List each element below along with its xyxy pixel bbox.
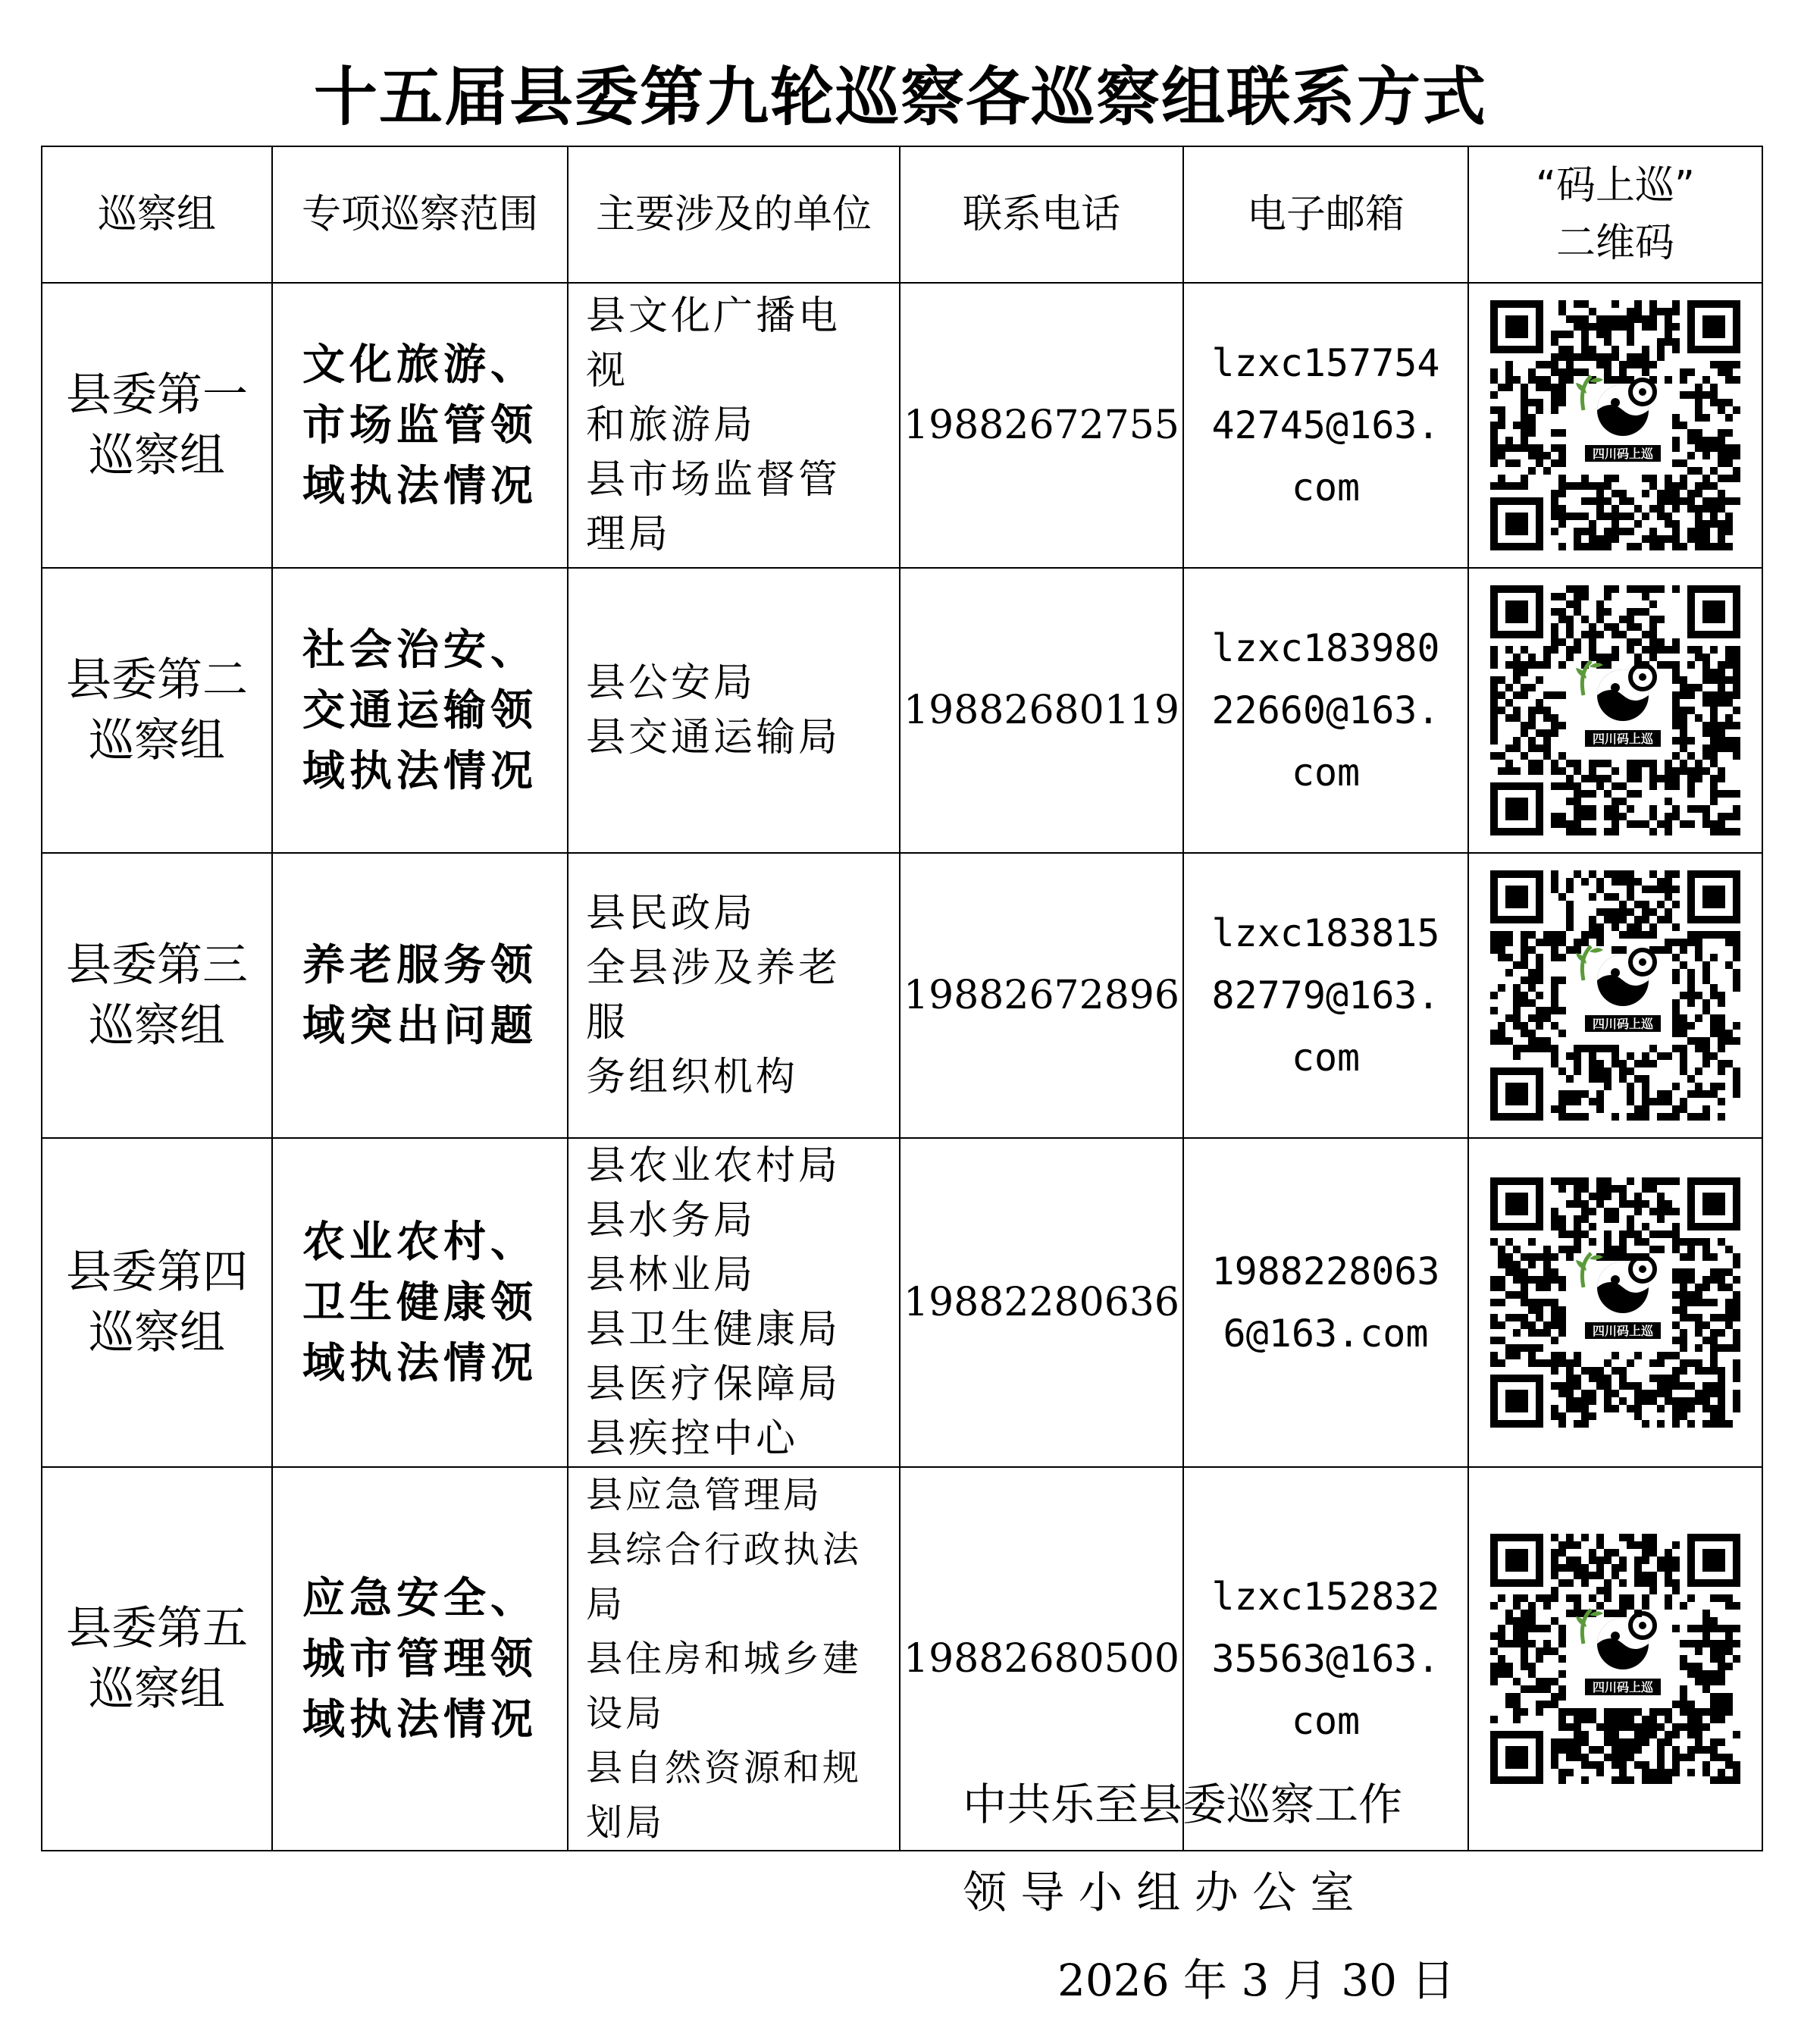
scope-text: 农业农村、卫生健康领域执法情况 xyxy=(302,1217,537,1388)
phone-cell: 19882680119 xyxy=(900,568,1183,853)
group-name-line2: 巡察组 xyxy=(89,429,225,482)
scope-text: 养老服务领域突出问题 xyxy=(302,940,537,1051)
unit-item: 县农业农村局 xyxy=(586,1143,841,1189)
unit-item: 县自然资源和规划局 xyxy=(586,1747,863,1844)
table-row xyxy=(42,568,1762,853)
header-email: 电子邮箱 xyxy=(1183,146,1468,283)
scope-text: 文化旅游、市场监管领域执法情况 xyxy=(302,340,537,511)
header-scope: 专项巡察范围 xyxy=(272,146,568,283)
phone-cell: 19882672755 xyxy=(900,283,1183,568)
qr-cell xyxy=(1468,568,1762,853)
units-cell xyxy=(568,853,900,1138)
panda-logo-icon xyxy=(1566,946,1672,1045)
panda-logo-icon xyxy=(1566,1610,1672,1708)
unit-item: 县林业局 xyxy=(586,1252,756,1298)
qr-logo-caption: 四川码上巡 xyxy=(1592,732,1654,746)
units-list xyxy=(586,1139,882,1466)
header-qr xyxy=(1468,146,1762,283)
table-row xyxy=(42,283,1762,568)
document-title: 十五届县委第九轮巡察各巡察组联系方式 xyxy=(313,59,1487,134)
group-name-line1: 县委第五 xyxy=(66,1602,248,1655)
scope-cell xyxy=(272,1138,568,1467)
group-cell xyxy=(42,1467,272,1851)
units-list xyxy=(586,289,882,562)
unit-item: 县医疗保障局 xyxy=(586,1362,841,1407)
unit-item: 县文化广播电视 xyxy=(586,293,841,393)
unit-item: 务组织机构 xyxy=(586,1055,799,1100)
group-cell xyxy=(42,1138,272,1467)
scope-text: 应急安全、城市管理领域执法情况 xyxy=(302,1573,537,1745)
unit-item: 全县涉及养老服 xyxy=(586,945,841,1046)
panda-logo-icon xyxy=(1566,661,1672,760)
issuer-line2: 领 导 小 组 办 公 室 xyxy=(963,1867,1355,1918)
unit-item: 县综合行政执法局 xyxy=(586,1528,863,1625)
email-cell xyxy=(1183,568,1468,853)
unit-item: 县疾控中心 xyxy=(586,1416,799,1462)
unit-item: 县交通运输局 xyxy=(586,715,841,760)
header-qr-line1: “码上巡” xyxy=(1536,163,1695,208)
header-group: 巡察组 xyxy=(42,146,272,283)
issuer-line1: 中共乐至县委巡察工作 xyxy=(963,1779,1403,1830)
group-name-line1: 县委第三 xyxy=(66,939,248,992)
email-text: lzxc18398022660@163.com xyxy=(1211,626,1440,795)
qr-logo-caption: 四川码上巡 xyxy=(1592,447,1654,461)
scope-cell xyxy=(272,1467,568,1851)
units-cell xyxy=(568,568,900,853)
unit-item: 县民政局 xyxy=(586,891,756,936)
header-units: 主要涉及的单位 xyxy=(568,146,900,283)
email-text: lzxc15283235563@163.com xyxy=(1211,1575,1440,1743)
qr-code-image[interactable] xyxy=(1486,1530,1744,1788)
phone-cell: 19882280636 xyxy=(900,1138,1183,1467)
unit-item: 和旅游局 xyxy=(586,403,756,448)
panda-logo-icon xyxy=(1566,376,1672,475)
scope-cell xyxy=(272,568,568,853)
units-list xyxy=(586,886,882,1105)
unit-item: 县应急管理局 xyxy=(586,1474,823,1516)
unit-item: 县水务局 xyxy=(586,1198,756,1243)
group-cell xyxy=(42,853,272,1138)
unit-item: 县住房和城乡建设局 xyxy=(586,1638,863,1735)
table-row xyxy=(42,1138,1762,1467)
unit-item: 县卫生健康局 xyxy=(586,1307,841,1353)
group-cell xyxy=(42,283,272,568)
units-list xyxy=(586,656,882,765)
issue-date: 2026 年 3 月 30 日 xyxy=(1057,1955,1455,2006)
group-cell xyxy=(42,568,272,853)
email-cell xyxy=(1183,853,1468,1138)
scope-cell xyxy=(272,853,568,1138)
qr-logo-caption: 四川码上巡 xyxy=(1592,1680,1654,1694)
email-text: 19882280636@163.com xyxy=(1211,1249,1440,1356)
qr-logo-caption: 四川码上巡 xyxy=(1592,1324,1654,1338)
qr-cell xyxy=(1468,1138,1762,1467)
scope-cell xyxy=(272,283,568,568)
table-row xyxy=(42,853,1762,1138)
group-name-line2: 巡察组 xyxy=(89,1663,225,1716)
phone-cell: 19882680500 xyxy=(900,1467,1183,1851)
qr-code-image[interactable] xyxy=(1486,1174,1744,1431)
unit-item: 县市场监督管理局 xyxy=(586,457,841,557)
contact-table xyxy=(41,146,1763,1851)
header-qr-line2: 二维码 xyxy=(1555,221,1674,266)
qr-cell xyxy=(1468,853,1762,1138)
email-text: lzxc15775442745@163.com xyxy=(1211,341,1440,509)
group-name-line2: 巡察组 xyxy=(89,999,225,1052)
table-header-row xyxy=(42,146,1762,283)
units-cell xyxy=(568,283,900,568)
scope-text: 社会治安、交通运输领域执法情况 xyxy=(302,625,537,796)
group-name-line2: 巡察组 xyxy=(89,1306,225,1359)
group-name-line1: 县委第二 xyxy=(66,654,248,707)
header-phone: 联系电话 xyxy=(900,146,1183,283)
table-row xyxy=(42,1467,1762,1851)
unit-item: 县公安局 xyxy=(586,660,756,706)
panda-logo-icon xyxy=(1566,1253,1672,1352)
group-name-line1: 县委第四 xyxy=(66,1246,248,1299)
email-cell xyxy=(1183,1138,1468,1467)
email-cell xyxy=(1183,283,1468,568)
qr-code-image[interactable] xyxy=(1486,296,1744,554)
group-name-line2: 巡察组 xyxy=(89,714,225,767)
qr-code-image[interactable] xyxy=(1486,867,1744,1124)
qr-logo-caption: 四川码上巡 xyxy=(1592,1017,1654,1031)
email-text: lzxc18381582779@163.com xyxy=(1211,911,1440,1080)
group-name-line1: 县委第一 xyxy=(66,368,248,422)
qr-code-image[interactable] xyxy=(1486,582,1744,839)
units-list xyxy=(586,1468,882,1850)
units-cell xyxy=(568,1138,900,1467)
phone-cell: 19882672896 xyxy=(900,853,1183,1138)
units-cell xyxy=(568,1467,900,1851)
qr-cell xyxy=(1468,283,1762,568)
qr-cell xyxy=(1468,1467,1762,1851)
